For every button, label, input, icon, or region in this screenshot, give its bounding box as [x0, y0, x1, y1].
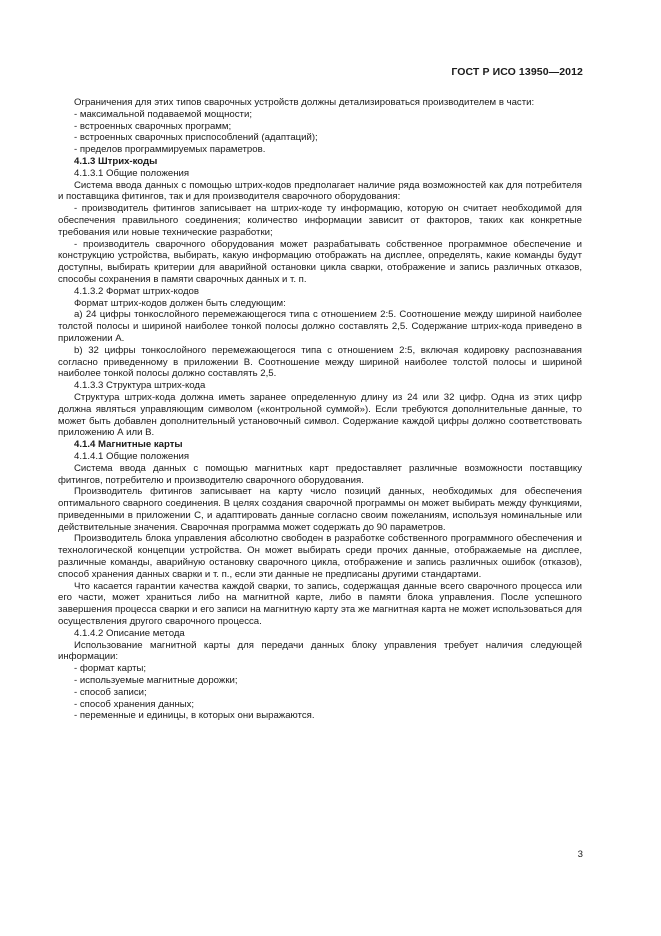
paragraph: Система ввода данных с помощью магнитных карт предоставляет различные возможности поставщику фитингов, потребителю и производителю сварочного оборудования.: [58, 462, 582, 486]
list-item: - пределов программируемых параметров.: [74, 144, 266, 156]
list-item: - формат карты;: [74, 663, 147, 675]
list-item: - производитель сварочного оборудования может разрабатывать собственное программное обеспечение и конструкцию устройства, выбирать, какую информацию отображать на дисплее, определять, какие команды будут доступны, выбирать критерии для аварийной остановки цикла сварки, отображение и запись различных отказов, способы сохранения в памяти сварочных данных и т. п.: [58, 238, 582, 285]
section-heading: 4.1.3 Штрих-коды: [74, 155, 158, 167]
section-heading: 4.1.4 Магнитные карты: [74, 439, 183, 451]
list-item: - максимальной подаваемой мощности;: [74, 108, 252, 120]
subsection-heading: 4.1.4.2 Описание метода: [74, 627, 185, 639]
paragraph: Использование магнитной карты для передачи данных блоку управления требует наличия следующей информации:: [58, 639, 582, 663]
list-item: - встроенных сварочных программ;: [74, 120, 232, 132]
list-item: - встроенных сварочных приспособлений (адаптаций);: [74, 132, 318, 144]
paragraph: Формат штрих-кодов должен быть следующим:: [74, 297, 286, 309]
page-number: 3: [577, 849, 583, 860]
paragraph: Структура штрих-кода должна иметь заранее определенную длину из 24 или 32 цифр. Одна из этих цифр должна являться управляющим символом («контрольной суммой»). Если требуются дополнительные данные, то может быть добавлен дополнительный установочный символ. Содержание каждой цифры должно соответствовать приложению А или В.: [58, 391, 582, 439]
subsection-heading: 4.1.3.3 Структура штрих-кода: [74, 380, 206, 392]
subsection-heading: 4.1.4.1 Общие положения: [74, 450, 190, 462]
paragraph: Система ввода данных с помощью штрих-кодов предполагает наличие ряда возможностей как для потребителя и поставщика фитингов, так и для производителя сварочного оборудования:: [58, 179, 582, 203]
document-body: [58, 97, 582, 722]
list-item: - способ записи;: [74, 686, 147, 698]
paragraph: Что касается гарантии качества каждой сварки, то запись, содержащая данные всего сварочного процесса или его части, может храниться либо на магнитной карте, либо в памяти блока управления. После успешного завершения процесса сварки и его записи на магнитную карту эта же магнитная карта не может использоваться для осуществления другого сварочного процесса.: [58, 580, 582, 628]
subsection-heading: 4.1.3.2 Формат штрих-кодов: [74, 285, 199, 297]
paragraph: Производитель блока управления абсолютно свободен в разработке собственного программного обеспечения и технологической концепции устройства. Он может выбирать среди прочих данные, отображаемые на дисплее, различные команды, аварийную остановку сварочного цикла, отображение и запись различных ошибок (отказов), способ хранения данных сварки и т. п., если эти данные не предписаны другими стандартами.: [58, 533, 582, 580]
list-item: b) 32 цифры тонкослойного перемежающегося типа с отношением 2:5, включая кодировку распознавания согласно приведенному в приложении В. Соотношение между шириной наиболее толстой полосы и шириной наиболее тонкой полосы должно составлять 2,5.: [58, 344, 582, 380]
list-item: - способ хранения данных;: [74, 698, 195, 710]
paragraph: Производитель фитингов записывает на карту число позиций данных, необходимых для обеспечения оптимального сварного соединения. В целях создания сварочной программы он может выбирать между функциями, приведенными в приложении С, и адаптировать данные согласно своим пожеланиям, используя номинальные или действительные значения. Сварочная программа может содержать до 90 параметров.: [58, 486, 582, 533]
list-item: - используемые магнитные дорожки;: [74, 675, 238, 687]
paragraph: Ограничения для этих типов сварочных устройств должны детализироваться производителем в части:: [74, 97, 535, 108]
subsection-heading: 4.1.3.1 Общие положения: [74, 167, 190, 179]
document-header: ГОСТ Р ИСО 13950—2012: [451, 66, 583, 78]
list-item: - производитель фитингов записывает на штрих-коде ту информацию, которую он считает необходимой для обеспечения правильного соединения; количество информации зависит от факторов, таких как конкретные требования или новые технические разработки;: [58, 203, 582, 238]
list-item: a) 24 цифры тонкослойного перемежающегося типа с отношением 2:5. Соотношение между шириной наиболее толстой полосы и шириной наиболее тонкой полосы должно составлять 2,5. Содержание штрих-кода приведено в приложении А.: [58, 309, 582, 344]
list-item: - переменные и единицы, в которых они выражаются.: [74, 710, 315, 722]
